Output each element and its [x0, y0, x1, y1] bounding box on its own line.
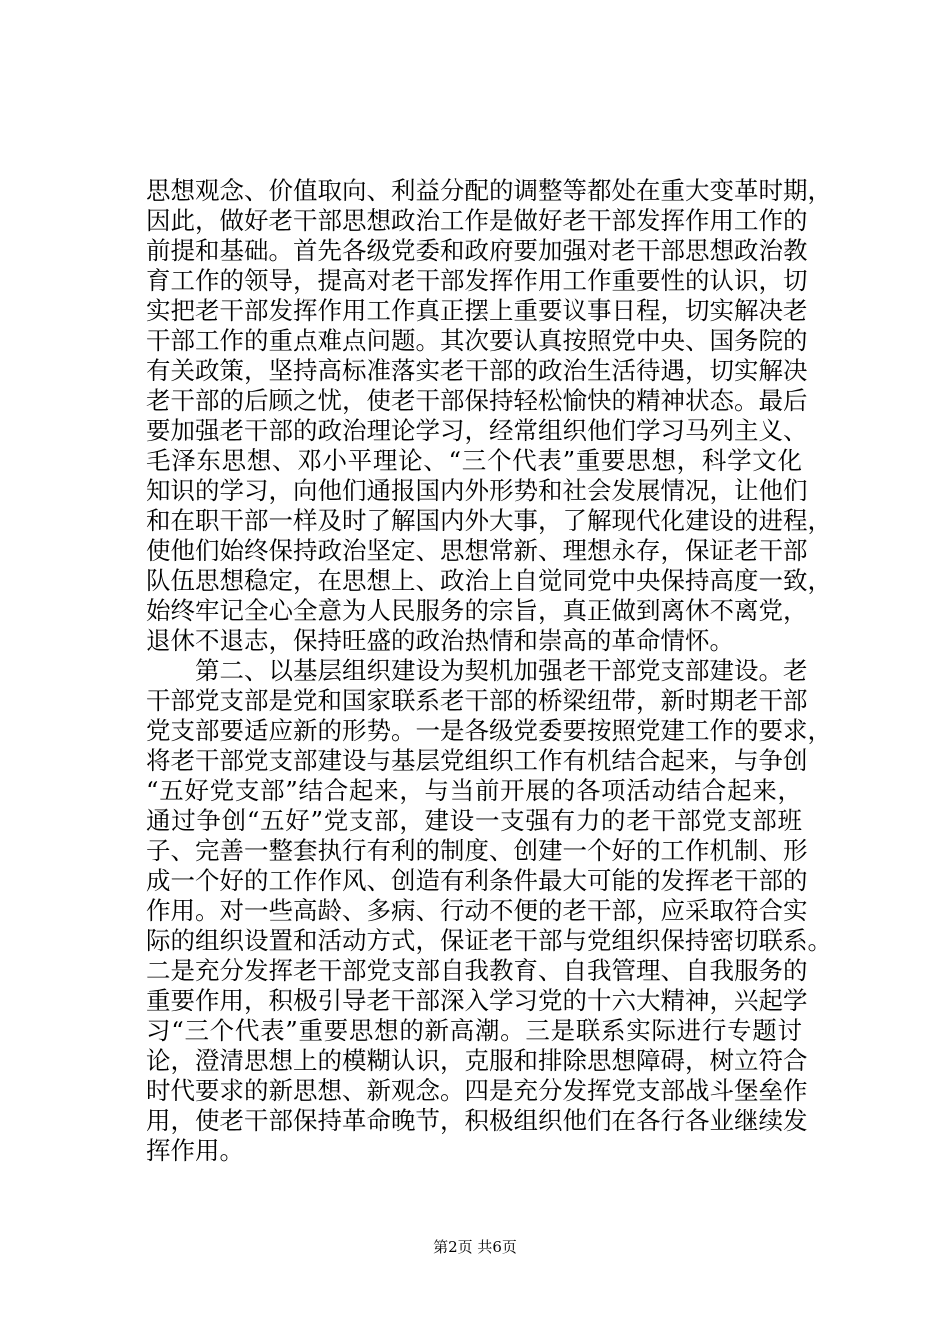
text-line: 子、完善一整套执行有利的制度、创建一个好的工作机制、形	[146, 836, 808, 865]
text-line: 退休不退志，保持旺盛的政治热情和崇高的革命情怀。	[146, 626, 734, 655]
text-line: 二是充分发挥老干部党支部自我教育、自我管理、自我服务的	[146, 956, 808, 985]
text-line: 有关政策，坚持高标准落实老干部的政治生活待遇，切实解决	[146, 356, 808, 385]
text-line: 第二、以基层组织建设为契机加强老干部党支部建设。老	[195, 656, 808, 685]
text-line: “五好党支部”结合起来，与当前开展的各项活动结合起来，	[146, 776, 802, 805]
text-line: 要加强老干部的政治理论学习，经常组织他们学习马列主义、	[146, 416, 808, 445]
text-line: 成一个好的工作作风、创造有利条件最大可能的发挥老干部的	[146, 866, 808, 895]
text-line: 老干部的后顾之忧，使老干部保持轻松愉快的精神状态。最后	[146, 386, 808, 415]
text-line: 将老干部党支部建设与基层党组织工作有机结合起来，与争创	[146, 746, 808, 775]
text-line: 论，澄清思想上的模糊认识，克服和排除思想障碍，树立符合	[146, 1046, 808, 1075]
text-line: 作用。对一些高龄、多病、行动不便的老干部，应采取符合实	[146, 896, 808, 925]
document-body	[146, 176, 832, 1166]
paragraph	[146, 656, 832, 1166]
text-line: 时代要求的新思想、新观念。四是充分发挥党支部战斗堡垒作	[146, 1076, 808, 1105]
text-line: 毛泽东思想、邓小平理论、“三个代表”重要思想，科学文化	[146, 446, 802, 475]
text-line: 始终牢记全心全意为人民服务的宗旨，真正做到离休不离党，	[146, 596, 808, 625]
text-line: 干部工作的重点难点问题。其次要认真按照党中央、国务院的	[146, 326, 808, 355]
text-line: 通过争创“五好”党支部，建设一支强有力的老干部党支部班	[146, 806, 802, 835]
text-line: 使他们始终保持政治坚定、思想常新、理想永存，保证老干部	[146, 536, 808, 565]
text-line: 队伍思想稳定，在思想上、政治上自觉同党中央保持高度一致，	[146, 566, 832, 595]
paragraph	[146, 176, 832, 656]
text-line: 实把老干部发挥作用工作真正摆上重要议事日程，切实解决老	[146, 296, 808, 325]
text-line: 思想观念、价值取向、利益分配的调整等都处在重大变革时期，	[146, 176, 832, 205]
text-line: 际的组织设置和活动方式，保证老干部与党组织保持密切联系。	[146, 926, 832, 955]
text-line: 重要作用，积极引导老干部深入学习党的十六大精神，兴起学	[146, 986, 808, 1015]
text-line: 干部党支部是党和国家联系老干部的桥梁纽带，新时期老干部	[146, 686, 808, 715]
text-line: 育工作的领导，提高对老干部发挥作用工作重要性的认识，切	[146, 266, 808, 295]
text-line: 挥作用。	[146, 1136, 244, 1165]
text-line: 前提和基础。首先各级党委和政府要加强对老干部思想政治教	[146, 236, 808, 265]
text-line: 习“三个代表”重要思想的新高潮。三是联系实际进行专题讨	[146, 1016, 802, 1045]
text-line: 和在职干部一样及时了解国内外大事，了解现代化建设的进程，	[146, 506, 832, 535]
text-line: 因此，做好老干部思想政治工作是做好老干部发挥作用工作的	[146, 206, 808, 235]
text-line: 知识的学习，向他们通报国内外形势和社会发展情况，让他们	[146, 476, 808, 505]
text-line: 党支部要适应新的形势。一是各级党委要按照党建工作的要求，	[146, 716, 832, 745]
page-number-footer: 第2页 共6页	[433, 1238, 517, 1256]
text-line: 用，使老干部保持革命晚节，积极组织他们在各行各业继续发	[146, 1106, 808, 1135]
